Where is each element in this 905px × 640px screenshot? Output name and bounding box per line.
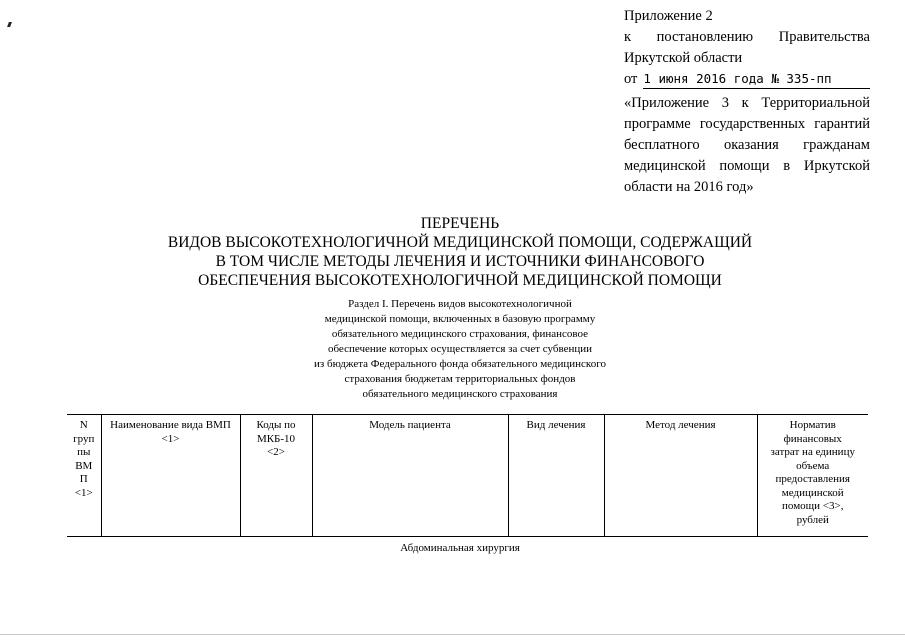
col-header-cost-norm: Норматив финансовых затрат на единицу объема предоставления медицинской помощи <3>, рублей [757,415,868,537]
para-line: «Приложение 3 к Территориальной [624,95,870,111]
document-title [120,214,800,290]
title-line: В ТОМ ЧИСЛЕ МЕТОДЫ ЛЕЧЕНИЯ И ИСТОЧНИКИ ФИНАНСОВОГО [215,253,705,270]
section-line: Раздел I. Перечень видов высокотехнологичной [348,298,572,310]
col-header-patient-model: Модель пациента [312,415,508,537]
date-stamp: 1 июня 2016 года № 335-пп [643,70,870,89]
col-header-vmp-name: Наименование вида ВМП <1> [101,415,240,537]
section-line: медицинской помощи, включенных в базовую программу [324,313,596,325]
section-line: обязательного медицинского страхования, финансовое [331,328,589,340]
section-line: из бюджета Федерального фонда обязательного медицинского [314,358,606,370]
word: к [624,29,632,45]
title-line: ПЕРЕЧЕНЬ [420,215,500,232]
appendix-region: Иркутской области [624,50,743,66]
title-line: ВИДОВ ВЫСОКОТЕХНОЛОГИЧНОЙ МЕДИЦИНСКОЙ ПОМОЩИ, СОДЕРЖАЩИЙ [167,234,753,251]
section-line: обеспечение которых осуществляется за счет субвенции [327,343,593,355]
appendix-date-line [624,69,870,90]
para-line: медицинской помощи в Иркутской [624,158,870,174]
appendix-block [624,6,870,198]
col-header-group-number: N груп пы ВМ П <1> [67,415,101,537]
col-header-treatment-type: Вид лечения [508,415,604,537]
section-heading [260,297,660,402]
section-line: страхования бюджетам территориальных фондов [344,373,576,385]
scan-speck [7,22,12,27]
appendix-number: Приложение 2 [624,8,713,24]
page-bottom-edge [0,634,905,635]
section-line: обязательного медицинского страхования [362,388,558,400]
date-prefix: от [624,71,638,87]
para-line: бесплатного оказания гражданам [624,137,870,153]
para-line: программе государственных гарантий [624,116,870,132]
table-subheading: Абдоминальная хирургия [400,542,520,554]
col-header-icd-codes: Коды по МКБ-10 <2> [240,415,312,537]
table-header-row [67,415,868,537]
word: Правительства [778,29,870,45]
para-line-last: области на 2016 год» [624,179,754,195]
appendix-decree-line [624,27,870,48]
col-header-treatment-method: Метод лечения [604,415,757,537]
appendix-paragraph [624,93,870,198]
title-line: ОБЕСПЕЧЕНИЯ ВЫСОКОТЕХНОЛОГИЧНОЙ МЕДИЦИНСКОЙ ПОМОЩИ [198,272,722,289]
vmp-table [67,414,868,537]
word: постановлению [656,29,754,45]
